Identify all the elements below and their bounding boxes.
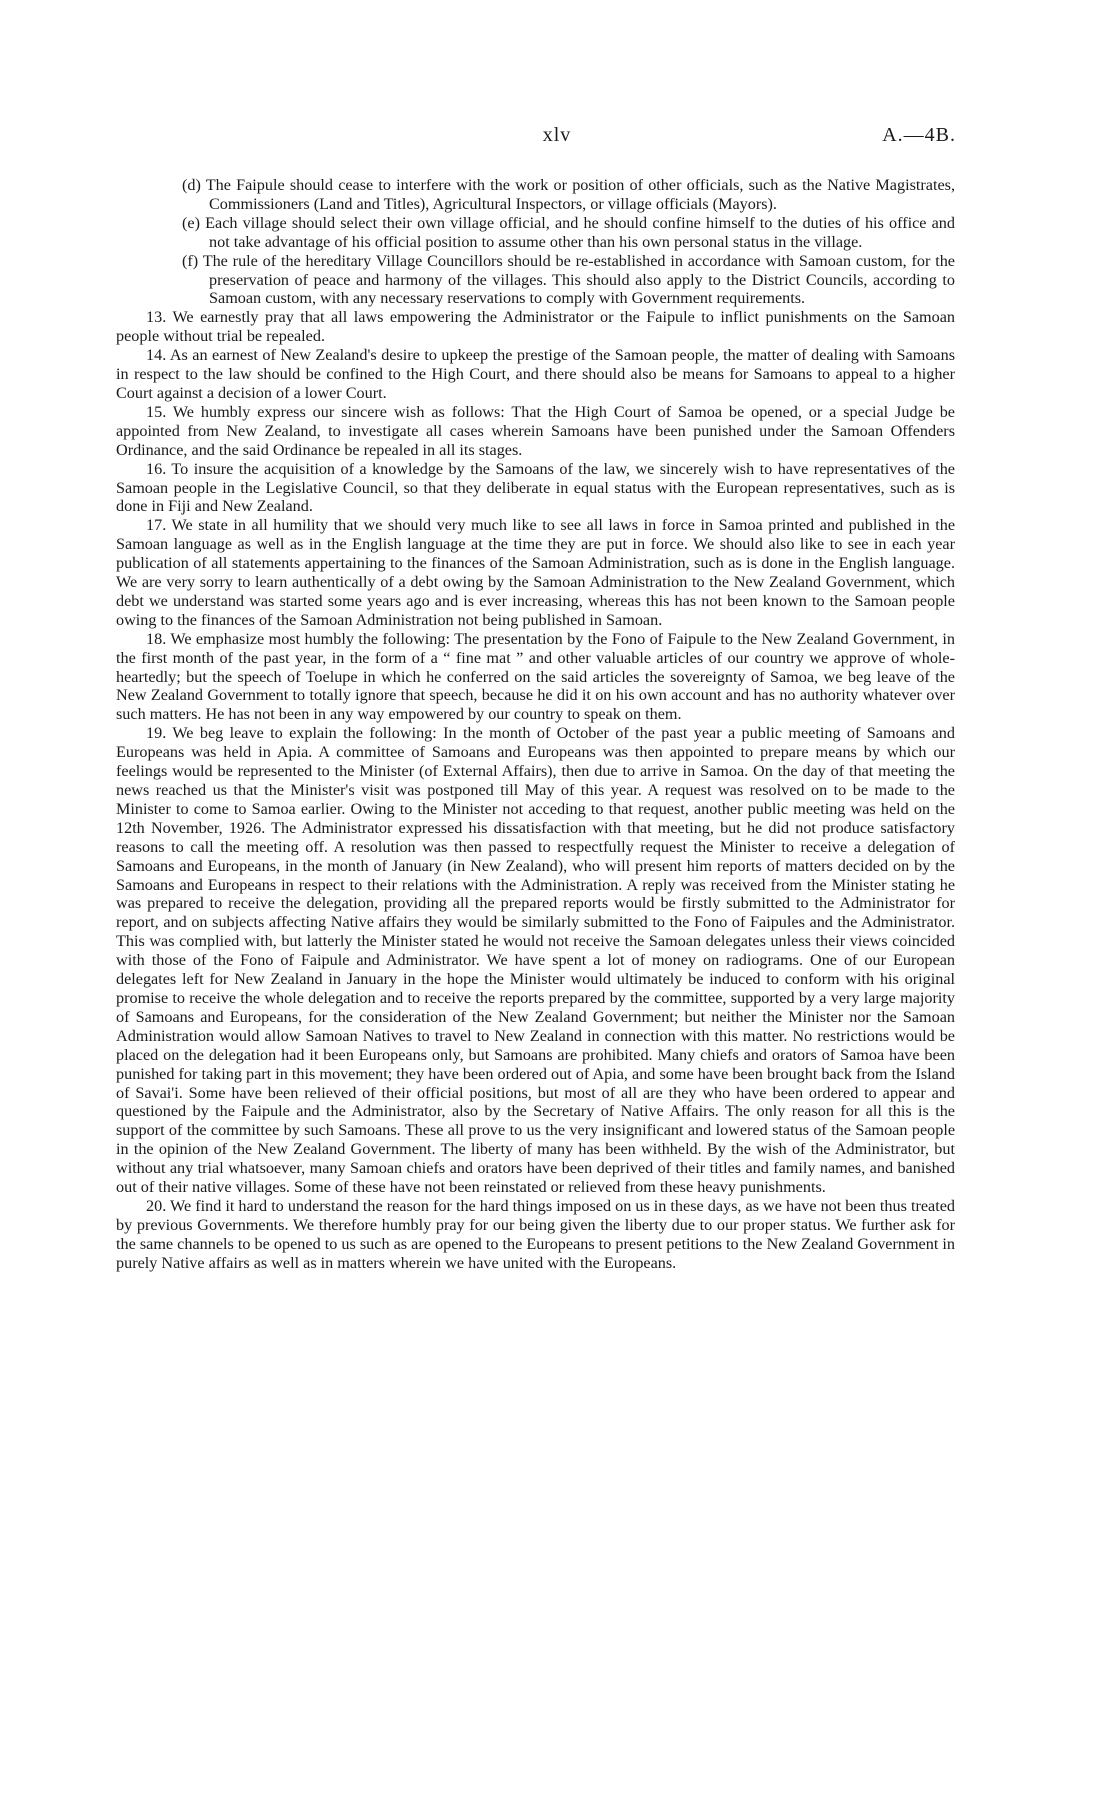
subparagraph-e: (e) Each village should select their own village official, and he should confine himself to the duties of his office and not take advantage of his official position to assume other than his own personal status in the village. bbox=[182, 213, 955, 251]
document-body bbox=[116, 176, 955, 1273]
paragraph-19: 19. We beg leave to explain the following: In the month of October of the past year a public meeting of Samoans and Europeans was held in Apia. A committee of Samoans and Europeans was then appointed to prepare means by which our feelings would be represented to the Minister (of External Affairs), then due to arrive in Samoa. On the day of that meeting the news reached us that the Minister's visit was postponed till May of this year. A request was resolved on to be made to the Minister to come to Samoa earlier. Owing to the Minister not acceding to that request, another public meeting was held on the 12th November, 1926. The Administrator expressed his dissatisfaction with that meeting, but he did not produce satisfactory reasons to call the meeting off. A resolution was then passed to respectfully request the Minister to receive a delegation of Samoans and Europeans, in the month of January (in New Zealand), who will present him reports of matters decided on by the Samoans and Europeans in respect to their relations with the Administration. A reply was received from the Minister stating he was prepared to receive the delegation, providing all the prepared reports would be firstly submitted to the Administrator for report, and on subjects affecting Native affairs they would be similarly submitted to the Fono of Faipules and the Administrator. This was complied with, but latterly the Minister stated he would not receive the Samoan delegates unless their views coincided with those of the Fono of Faipule and Administrator. We have spent a lot of money on radiograms. One of our European delegates left for New Zealand in January in the hope the Minister would ultimately be induced to conform with his original promise to receive the whole delegation and to receive the reports prepared by the committee, supported by a very large majority of Samoans and Europeans, for the consideration of the New Zealand Government; but neither the Minister nor the Samoan Administration would allow Samoan Natives to travel to New Zealand in connection with this matter. No restrictions would be placed on the delegation had it been Europeans only, but Samoans are prohibited. Many chiefs and orators of Samoa have been punished for taking part in this movement; they have been ordered out of Apia, and some have been brought back from the Island of Savai'i. Some have been relieved of their official positions, but most of all are they who have been ordered to appear and questioned by the Faipule and the Administrator, also by the Secretary of Native Affairs. The only reason for all this is the support of the committee by such Samoans. These all prove to us the very insignificant and lowered status of the Samoan people in the opinion of the New Zealand Government. The liberty of many has been withheld. By the wish of the Administrator, but without any trial whatsoever, many Samoan chiefs and orators have been deprived of their titles and family names, and banished out of their native villages. Some of these have not been reinstated or relieved from these heavy punishments. bbox=[116, 724, 955, 1197]
paragraph-17: 17. We state in all humility that we should very much like to see all laws in force in Samoa printed and published in the Samoan language as well as in the English language at the time they are put in force. We should also like to see in each year publication of all statements appertaining to the finances of the Samoan Administration, such as is done in the English language. We are very sorry to learn authentically of a debt owing by the Samoan Administration to the New Zealand Government, which debt we understand was started some years ago and is ever increasing, whereas this has not been known to the Samoan people owing to the finances of the Samoan Administration not being published in Samoan. bbox=[116, 516, 955, 629]
paragraph-16: 16. To insure the acquisition of a knowledge by the Samoans of the law, we sincerely wish to have representatives of the Samoan people in the Legislative Council, so that they deliberate in equal status with the European representatives, such as is done in Fiji and New Zealand. bbox=[116, 459, 955, 516]
paragraph-20: 20. We find it hard to understand the reason for the hard things imposed on us in these days, as we have not been thus treated by previous Governments. We therefore humbly pray for our being given the liberty due to our proper status. We further ask for the same channels to be opened to us such as are opened to the Europeans to present petitions to the New Zealand Government in purely Native affairs as well as in matters wherein we have united with the Europeans. bbox=[116, 1196, 955, 1272]
page-number: xlv bbox=[542, 124, 572, 146]
subparagraph-d: (d) The Faipule should cease to interfere with the work or position of other officials, such as the Native Magistrates, Commissioners (Land and Titles), Agricultural Inspectors, or village officials (Mayors). bbox=[182, 176, 955, 213]
document-reference: A.—4B. bbox=[882, 124, 956, 146]
paragraph-18: 18. We emphasize most humbly the following: The presentation by the Fono of Faipule to the New Zealand Government, in the first month of the past year, in the form of a “ fine mat ” and other valuable articles of our country we approve of whole-heartedly; but the speech of Toelupe in which he conferred on the said articles the sovereignty of Samoa, we beg leave of the New Zealand Government to totally ignore that speech, because he did it on his own account and has no authority whatever over such matters. He has not been in any way empowered by our country to speak on them. bbox=[116, 629, 955, 724]
paragraph-14: 14. As an earnest of New Zealand's desire to upkeep the prestige of the Samoan people, the matter of dealing with Samoans in respect to the law should be confined to the High Court, and there should also be means for Samoans to appeal to a higher Court against a decision of a lower Court. bbox=[116, 346, 955, 402]
paragraph-15: 15. We humbly express our sincere wish as follows: That the High Court of Samoa be opened, or a special Judge be appointed from New Zealand, to investigate all cases wherein Samoans have been punished under the Samoan Offenders Ordinance, and the said Ordinance be repealed in all its stages. bbox=[116, 402, 955, 459]
paragraph-13: 13. We earnestly pray that all laws empowering the Administrator or the Faipule to inflict punishments on the Samoan people without trial be repealed. bbox=[116, 308, 955, 346]
subparagraph-f: (f) The rule of the hereditary Village Councillors should be re-established in accordance with Samoan custom, for the preservation of peace and harmony of the villages. This should also apply to the District Councils, according to Samoan custom, with any necessary reservations to comply with Government requirements. bbox=[182, 251, 955, 308]
